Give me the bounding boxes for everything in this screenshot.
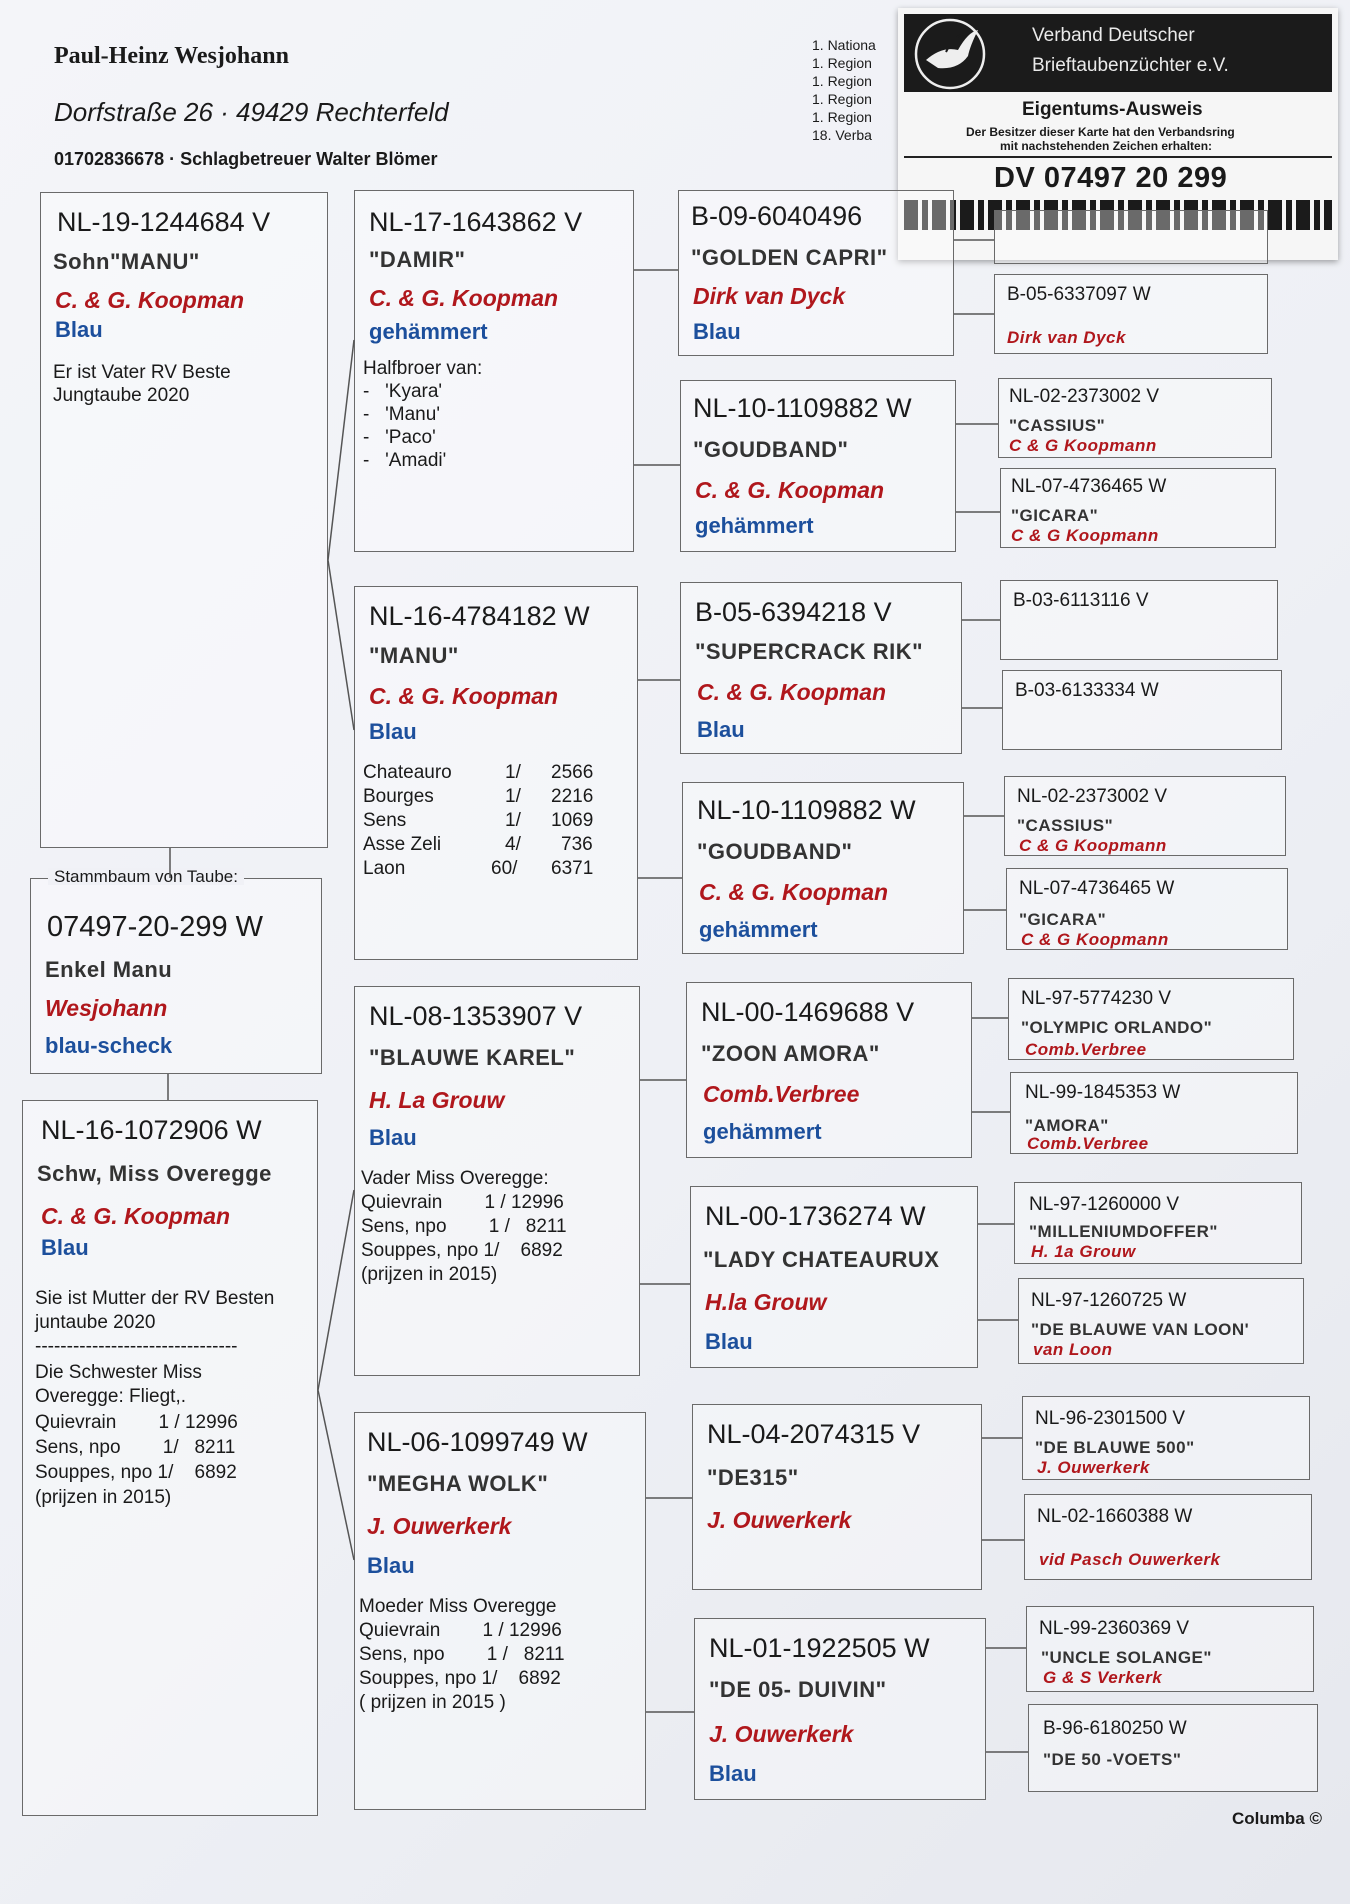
- great-grandparent-ring: NL-00-1736274 W: [705, 1201, 926, 1231]
- gg-grandparent-ring: NL-97-1260725 W: [1031, 1290, 1187, 1311]
- result-field: 2566: [551, 762, 594, 783]
- gg-grandparent-ring: NL-97-5774230 V: [1021, 988, 1171, 1009]
- card-subtitle-1: Der Besitzer dieser Karte hat den Verbandsring: [966, 125, 1235, 139]
- great-grandparent-breeder: Dirk van Dyck: [693, 283, 846, 309]
- gg-grandparent-name: "DE BLAUWE VAN LOON': [1031, 1320, 1250, 1339]
- gg-grandparent-ring: NL-02-2373002 V: [1009, 386, 1159, 407]
- father-note-2: Jungtaube 2020: [53, 385, 190, 406]
- gg-grandparent-breeder: H. 1a Grouw: [1031, 1242, 1136, 1261]
- grandparent-color: Blau: [369, 1125, 417, 1150]
- gg-grandparent-name: "MILLENIUMDOFFER": [1029, 1222, 1218, 1241]
- result-field: 736: [561, 834, 593, 855]
- gg-grandparent-ring: NL-07-4736465 W: [1011, 476, 1167, 497]
- grandparent-note: ( prijzen in 2015 ): [359, 1692, 506, 1713]
- grandparent-note: Souppes, npo 1/ 6892: [359, 1668, 561, 1689]
- mother-breeder: C. & G. Koopman: [41, 1203, 231, 1229]
- great-grandparent-name: "GOUDBAND": [697, 839, 853, 864]
- grandparent-name: "MANU": [369, 643, 459, 668]
- grandparent-note: - 'Manu': [363, 404, 440, 425]
- mother-note: (prijzen in 2015): [35, 1487, 172, 1508]
- result-place: Chateauro: [363, 762, 452, 783]
- grandparent-note: - 'Paco': [363, 427, 436, 448]
- great-grandparent-breeder: C. & G. Koopman: [697, 679, 887, 705]
- result-place: Asse Zeli: [363, 834, 442, 855]
- grandparent-name: "DAMIR": [369, 247, 466, 272]
- gg-grandparent-ring: B-03-6113116 V: [1013, 590, 1149, 611]
- gg-grandparent-ring: B-05-6337097 W: [1007, 284, 1151, 305]
- result-line: 1. Region: [812, 73, 872, 89]
- gg-grandparent-name: "GICARA": [1011, 506, 1099, 525]
- great-grandparent-color: Blau: [693, 319, 741, 344]
- result-field: 1069: [551, 810, 594, 831]
- gg-grandparent-breeder: van Loon: [1033, 1340, 1113, 1359]
- mother-note: Souppes, npo 1/ 6892: [35, 1462, 237, 1483]
- great-grandparent-name: "GOLDEN CAPRI": [691, 245, 888, 270]
- father-color: Blau: [55, 317, 103, 342]
- gg-grandparent-breeder: C & G Koopmann: [1011, 526, 1159, 545]
- footer-credit: Columba ©: [1232, 1809, 1322, 1828]
- mother-note: --------------------------------: [35, 1336, 238, 1357]
- grandparent-color: Blau: [367, 1553, 415, 1578]
- grandparent-note: Sens, npo 1 / 8211: [359, 1644, 565, 1665]
- subject-name: Enkel Manu: [45, 957, 173, 982]
- card-ring-number: DV 07497 20 299: [994, 162, 1228, 194]
- mother-ring: NL-16-1072906 W: [41, 1115, 262, 1145]
- owner-address: Dorfstraße 26 · 49429 Rechterfeld: [54, 97, 449, 127]
- owner-name: Paul-Heinz Wesjohann: [54, 43, 289, 69]
- result-line: 18. Verba: [812, 127, 872, 143]
- grandparent-note: Sens, npo 1 / 8211: [361, 1216, 567, 1237]
- great-grandparent-breeder: H.la Grouw: [705, 1289, 827, 1315]
- result-line: 1. Region: [812, 91, 872, 107]
- mother-note: Quievrain 1 / 12996: [35, 1412, 238, 1433]
- result-line: 1. Region: [812, 109, 872, 125]
- mother-note: juntaube 2020: [35, 1312, 156, 1333]
- great-grandparent-color: Blau: [697, 717, 745, 742]
- gg-grandparent-breeder: C & G Koopmann: [1009, 436, 1157, 455]
- mother-note: Overegge: Fliegt,.: [35, 1386, 187, 1407]
- subject-breeder: Wesjohann: [45, 995, 168, 1021]
- owner-phone: 01702836678 · Schlagbetreuer Walter Blömer: [54, 149, 438, 169]
- great-grandparent-name: "ZOON AMORA": [701, 1041, 880, 1066]
- gg-grandparent-name: "OLYMPIC ORLANDO": [1021, 1018, 1213, 1037]
- result-rank: 4/: [505, 834, 521, 855]
- gg-grandparent-ring: NL-02-2373002 V: [1017, 786, 1167, 807]
- gg-grandparent-ring: NL-99-2360369 V: [1039, 1618, 1189, 1639]
- great-grandparent-name: "LADY CHATEAURUX: [703, 1247, 940, 1272]
- gg-grandparent-ring: NL-02-1660388 W: [1037, 1506, 1193, 1527]
- gg-grandparent-name: "CASSIUS": [1009, 416, 1106, 435]
- grandparent-note: - 'Amadi': [363, 450, 447, 471]
- great-grandparent-ring: B-05-6394218 V: [695, 597, 892, 627]
- card-title: Eigentums-Ausweis: [1022, 99, 1203, 120]
- great-grandparent-breeder: Comb.Verbree: [703, 1081, 860, 1107]
- grandparent-color: gehämmert: [369, 319, 488, 344]
- grandparent-note: (prijzen in 2015): [361, 1264, 498, 1285]
- card-subtitle-2: mit nachstehenden Zeichen erhalten:: [1000, 139, 1213, 153]
- result-field: 6371: [551, 858, 594, 879]
- grandparent-note: Souppes, npo 1/ 6892: [361, 1240, 563, 1261]
- gg-grandparent-breeder: G & S Verkerk: [1043, 1668, 1163, 1687]
- gg-grandparent-breeder: C & G Koopmann: [1021, 930, 1169, 949]
- great-grandparent-name: "SUPERCRACK RIK": [695, 639, 924, 664]
- great-grandparent-name: "DE315": [707, 1465, 799, 1490]
- gg-grandparent-breeder: J. Ouwerkerk: [1037, 1458, 1150, 1477]
- result-line: 1. Nationa: [812, 37, 876, 53]
- great-grandparent-breeder: C. & G. Koopman: [695, 477, 885, 503]
- gg-grandparent-ring: B-96-6180250 W: [1043, 1718, 1187, 1739]
- result-rank: 1/: [505, 762, 521, 783]
- great-grandparent-color: Blau: [709, 1761, 757, 1786]
- grandparent-note: Moeder Miss Overegge: [359, 1596, 557, 1617]
- great-grandparent-breeder: C. & G. Koopman: [699, 879, 889, 905]
- great-grandparent-color: gehämmert: [703, 1119, 822, 1144]
- result-rank: 1/: [505, 810, 521, 831]
- great-grandparent-ring: NL-10-1109882 W: [693, 393, 912, 423]
- mother-name: Schw, Miss Overegge: [37, 1161, 272, 1186]
- father-breeder: C. & G. Koopman: [55, 287, 245, 313]
- grandparent-breeder: C. & G. Koopman: [369, 683, 559, 709]
- great-grandparent-color: gehämmert: [699, 917, 818, 942]
- gg-grandparent-name: "DE 50 -VOETS": [1043, 1750, 1182, 1769]
- grandparent-color: Blau: [369, 719, 417, 744]
- card-org-line1: Verband Deutscher: [1032, 25, 1195, 46]
- great-grandparent-breeder: J. Ouwerkerk: [707, 1507, 852, 1533]
- mother-note: Sie ist Mutter der RV Besten: [35, 1288, 275, 1309]
- gg-grandparent-ring: B-03-6133334 W: [1015, 680, 1159, 701]
- result-rank: 1/: [505, 786, 521, 807]
- gg-grandparent-name: "AMORA": [1025, 1116, 1109, 1135]
- gg-grandparent-ring: NL-99-1845353 W: [1025, 1082, 1181, 1103]
- grandparent-name: "MEGHA WOLK": [367, 1471, 549, 1496]
- gg-grandparent-ring: NL-07-4736465 W: [1019, 878, 1175, 899]
- card-org-line2: Brieftaubenzüchter e.V.: [1032, 55, 1229, 76]
- gg-grandparent-name: "DE BLAUWE 500": [1035, 1438, 1195, 1457]
- father-note-1: Er ist Vater RV Beste: [53, 362, 231, 383]
- subject-label: Stammbaum von Taube:: [48, 868, 244, 885]
- great-grandparent-name: "DE 05- DUIVIN": [709, 1677, 887, 1702]
- grandparent-note: - 'Kyara': [363, 381, 443, 402]
- father-name: Sohn"MANU": [53, 249, 200, 274]
- grandparent-note: Quievrain 1 / 12996: [359, 1620, 562, 1641]
- great-grandparent-name: "GOUDBAND": [693, 437, 849, 462]
- gg-grandparent-ring: NL-97-1260000 V: [1029, 1194, 1179, 1215]
- gg-grandparent-breeder: C & G Koopmann: [1019, 836, 1167, 855]
- grandparent-ring: NL-06-1099749 W: [367, 1427, 588, 1457]
- subject-color: blau-scheck: [45, 1033, 173, 1058]
- great-grandparent-ring: B-09-6040496: [691, 201, 863, 231]
- mother-note: Sens, npo 1/ 8211: [35, 1437, 236, 1458]
- grandparent-note: Quievrain 1 / 12996: [361, 1192, 564, 1213]
- result-line: 1. Region: [812, 55, 872, 71]
- gg-grandparent-name: "GICARA": [1019, 910, 1107, 929]
- gg-grandparent-breeder: Dirk van Dyck: [1007, 328, 1126, 347]
- mother-color: Blau: [41, 1235, 89, 1260]
- result-rank: 60/: [491, 858, 518, 879]
- gg-grandparent-breeder: vid Pasch Ouwerkerk: [1039, 1550, 1221, 1569]
- gg-grandparent-name: "CASSIUS": [1017, 816, 1114, 835]
- result-place: Bourges: [363, 786, 434, 807]
- great-grandparent-ring: NL-00-1469688 V: [701, 997, 915, 1027]
- great-grandparent-color: Blau: [705, 1329, 753, 1354]
- great-grandparent-breeder: J. Ouwerkerk: [709, 1721, 854, 1747]
- great-grandparent-ring: NL-01-1922505 W: [709, 1633, 930, 1663]
- grandparent-breeder: J. Ouwerkerk: [367, 1513, 512, 1539]
- result-field: 2216: [551, 786, 594, 807]
- mother-note: Die Schwester Miss: [35, 1362, 202, 1383]
- grandparent-name: "BLAUWE KAREL": [369, 1045, 576, 1070]
- grandparent-ring: NL-17-1643862 V: [369, 207, 583, 237]
- result-place: Laon: [363, 858, 406, 879]
- gg-grandparent-breeder: Comb.Verbree: [1025, 1040, 1147, 1059]
- father-ring: NL-19-1244684 V: [57, 207, 271, 237]
- gg-grandparent-breeder: Comb.Verbree: [1027, 1134, 1149, 1153]
- grandparent-note: Vader Miss Overegge:: [361, 1168, 549, 1189]
- subject-ring: 07497-20-299 W: [47, 911, 264, 943]
- great-grandparent-ring: NL-10-1109882 W: [697, 795, 916, 825]
- grandparent-breeder: H. La Grouw: [369, 1087, 505, 1113]
- result-place: Sens: [363, 810, 407, 831]
- gg-grandparent-ring: NL-96-2301500 V: [1035, 1408, 1185, 1429]
- gg-grandparent-name: "UNCLE SOLANGE": [1041, 1648, 1212, 1667]
- grandparent-note: Halfbroer van:: [363, 358, 483, 379]
- grandparent-ring: NL-08-1353907 V: [369, 1001, 583, 1031]
- great-grandparent-ring: NL-04-2074315 V: [707, 1419, 921, 1449]
- grandparent-ring: NL-16-4784182 W: [369, 601, 590, 631]
- great-grandparent-color: gehämmert: [695, 513, 814, 538]
- grandparent-breeder: C. & G. Koopman: [369, 285, 559, 311]
